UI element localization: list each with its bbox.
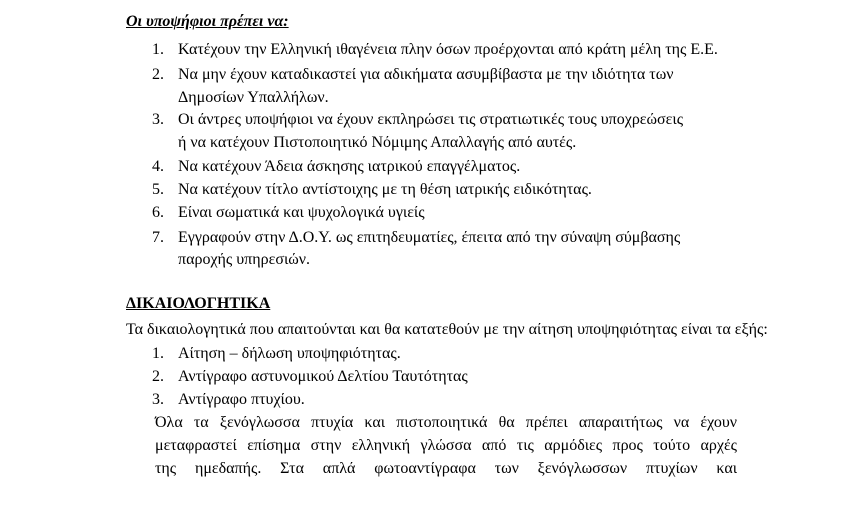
document-text: Αντίγραφο αστυνομικού Δελτίου Ταυτότητας xyxy=(178,368,468,385)
document-number: 3. xyxy=(152,391,164,408)
requirement-text: Να μην έχουν καταδικαστεί για αδικήματα ασυμβίβαστα με την ιδιότητα των xyxy=(178,66,674,83)
requirement-text-continued: παροχής υπηρεσιών. xyxy=(178,251,311,268)
requirement-number: 5. xyxy=(152,181,164,198)
documents-intro: Τα δικαιολογητικά που απαιτούνται και θα κατατεθούν με την αίτηση υποψηφιότητας είναι τα εξής: xyxy=(126,321,768,338)
requirement-text: Εγγραφούν στην Δ.Ο.Υ. ως επιτηδευματίες, έπειτα από την σύναψη σύμβασης xyxy=(178,229,681,246)
requirement-text: Να κατέχουν Άδεια άσκησης ιατρικού επαγγέλματος. xyxy=(178,158,521,175)
requirement-number: 4. xyxy=(152,158,164,175)
note-line: της ημεδαπής. Στα απλά φωτοαντίγραφα των ξενόγλωσσων πτυχίων και xyxy=(155,460,737,477)
documents-heading: ΔΙΚΑΙΟΛΟΓΗΤΙΚΑ xyxy=(126,295,271,312)
requirement-number: 2. xyxy=(152,66,164,83)
document-number: 2. xyxy=(152,368,164,385)
document-text: Αντίγραφο πτυχίου. xyxy=(178,391,305,408)
document-number: 1. xyxy=(152,345,164,362)
requirement-number: 3. xyxy=(152,111,164,128)
requirement-number: 1. xyxy=(152,41,164,58)
requirement-text: Είναι σωματικά και ψυχολογικά υγιείς xyxy=(178,204,425,221)
requirement-number: 6. xyxy=(152,204,164,221)
note-line: μεταφραστεί επίσημα στην ελληνική γλώσσα από τις αρμόδιες προς τούτο αρχές xyxy=(155,437,737,454)
requirement-text-continued: Δημοσίων Υπαλλήλων. xyxy=(178,89,329,106)
requirement-text: Να κατέχουν τίτλο αντίστοιχης με τη θέση ιατρικής ειδικότητας. xyxy=(178,181,592,198)
requirement-number: 7. xyxy=(152,229,164,246)
requirement-text: Κατέχουν την Ελληνική ιθαγένεια πλην όσων προέρχονται από κράτη μέλη της Ε.Ε. xyxy=(178,41,718,58)
requirements-heading: Οι υποψήφιοι πρέπει να: xyxy=(126,13,289,30)
requirement-text: Οι άντρες υποψήφιοι να έχουν εκπληρώσει τις στρατιωτικές τους υποχρεώσεις xyxy=(178,111,684,128)
requirement-text-continued: ή να κατέχουν Πιστοποιητικό Νόμιμης Απαλλαγής από αυτές. xyxy=(178,134,577,151)
document-text: Αίτηση – δήλωση υποψηφιότητας. xyxy=(178,345,401,362)
note-line: Όλα τα ξενόγλωσσα πτυχία και πιστοποιητικά θα πρέπει απαραιτήτως να έχουν xyxy=(155,414,737,431)
